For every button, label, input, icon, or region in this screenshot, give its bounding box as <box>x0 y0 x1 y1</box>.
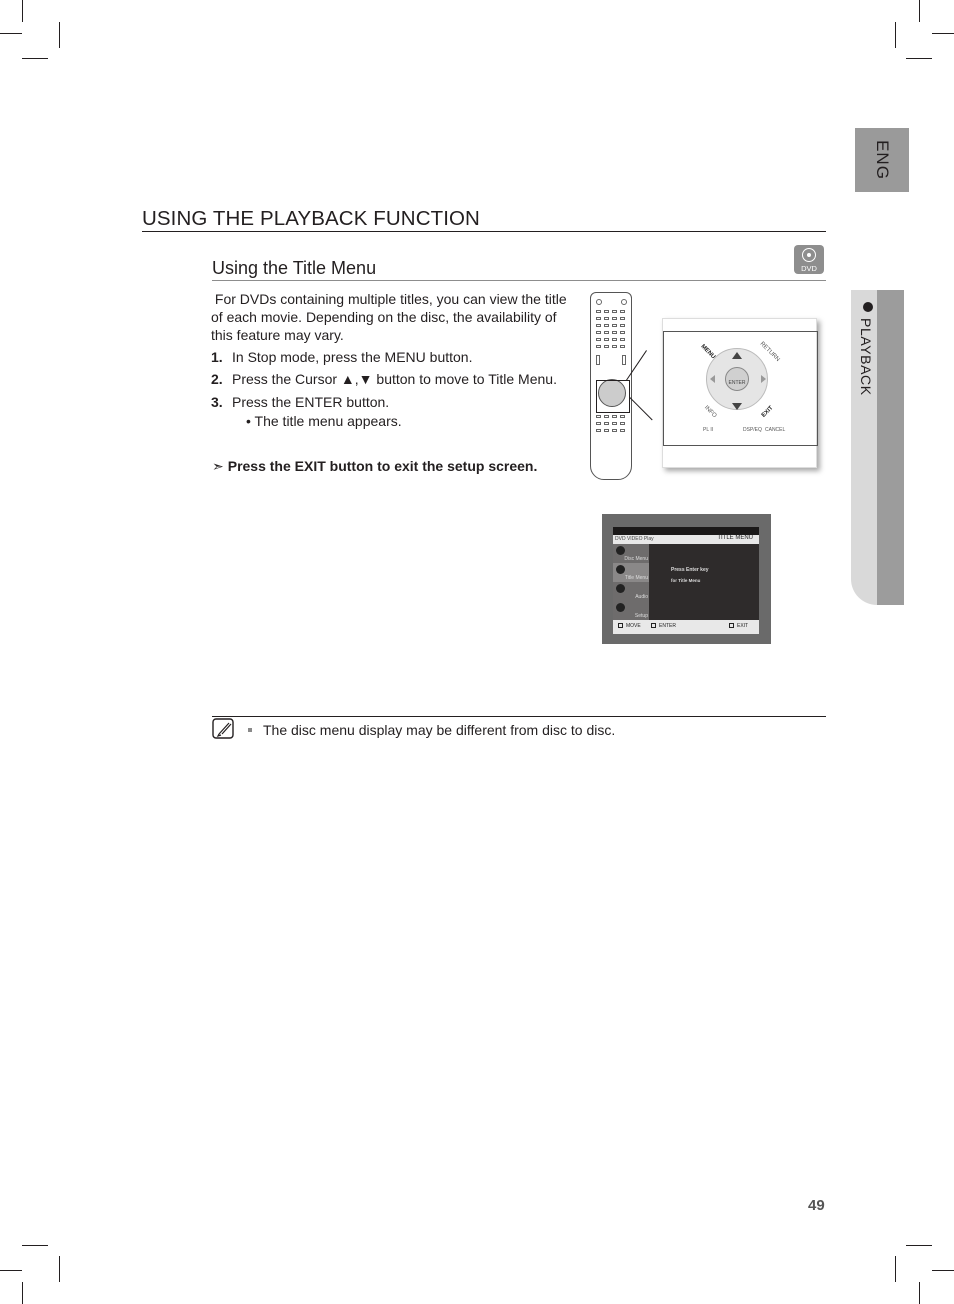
note-pencil-icon <box>212 718 236 740</box>
screen-message-sub: for Title Menu <box>671 578 701 583</box>
cursor-down-icon <box>732 403 742 410</box>
step-result: • The title menu appears. <box>246 413 402 429</box>
crop-mark <box>895 22 896 48</box>
menu-item-audio: Audio <box>613 582 649 601</box>
crop-mark <box>919 0 920 22</box>
disc-menu-icon <box>616 546 625 555</box>
crop-mark <box>0 33 22 34</box>
pl2-label: PL II <box>703 427 714 433</box>
section-label: PLAYBACK <box>858 318 874 396</box>
audio-icon <box>616 584 625 593</box>
power-icon <box>596 299 602 305</box>
exit-button-label: EXIT <box>760 405 775 419</box>
return-button-label: RETURN <box>758 341 781 363</box>
enter-button-icon: ENTER <box>725 367 749 391</box>
crop-mark <box>932 33 954 34</box>
screen-message: Press Enter key <box>671 567 709 573</box>
cursor-right-icon <box>761 375 766 383</box>
section-tab-stripe <box>877 290 904 605</box>
screen-display <box>613 527 759 634</box>
cursor-left-icon <box>710 375 715 383</box>
intro-paragraph: For DVDs containing multiple titles, you can view the title of each movie. Depending on the disc, the availability of this feature may vary. <box>211 291 567 343</box>
bullet-dot-icon <box>863 302 873 312</box>
page-title: USING THE PLAYBACK FUNCTION <box>142 207 480 230</box>
step-2: 2. Press the Cursor ▲,▼ button to move to Title Menu. <box>211 371 557 387</box>
screen-menu <box>613 544 649 620</box>
screen-header: DVD VIDEO Play TITLE MENU <box>613 535 759 544</box>
menu-item-disc-menu: Disc Menu <box>613 544 649 563</box>
move-icon <box>618 623 623 628</box>
crop-mark <box>22 1282 23 1304</box>
dvd-badge-label: DVD <box>801 264 817 273</box>
crop-mark <box>22 1245 48 1246</box>
remote-zoom-callout <box>662 318 817 468</box>
dsp-eq-label: DSP/EQ <box>743 427 762 433</box>
callout-connector <box>629 397 652 420</box>
crop-mark <box>932 1270 954 1271</box>
cancel-label: CANCEL <box>765 427 786 433</box>
language-label: ENG <box>873 140 892 180</box>
crop-mark <box>919 1282 920 1304</box>
step-3: 3. Press the ENTER button. <box>211 394 390 410</box>
navigation-pad-icon <box>598 379 626 407</box>
title-divider <box>142 231 826 232</box>
open-close-icon <box>621 299 627 305</box>
section-title: Using the Title Menu <box>212 258 377 278</box>
dvd-disc-icon <box>794 245 824 274</box>
highlight-box <box>596 412 630 413</box>
crop-mark <box>906 1245 932 1246</box>
highlight-box <box>596 380 597 412</box>
language-tab <box>855 128 909 192</box>
note-divider <box>212 716 826 717</box>
section-divider <box>212 280 826 281</box>
crop-mark <box>906 58 932 59</box>
title-menu-screen <box>602 514 771 644</box>
crop-mark <box>59 1256 60 1282</box>
highlight-box <box>629 380 630 412</box>
crop-mark <box>59 22 60 48</box>
tip-line: ➣ Press the EXIT button to exit the setup screen. <box>212 458 538 474</box>
menu-button-label: MENU <box>699 343 717 361</box>
crop-mark <box>895 1256 896 1282</box>
menu-item-title-menu: Title Menu <box>613 563 649 582</box>
crop-mark <box>22 58 48 59</box>
menu-item-setup: Setup <box>613 601 649 620</box>
arrow-icon: ➣ <box>212 458 224 474</box>
step-1: 1. In Stop mode, press the MENU button. <box>211 349 473 365</box>
note-text: The disc menu display may be different from disc to disc. <box>248 722 615 738</box>
enter-icon <box>651 623 656 628</box>
exit-icon <box>729 623 734 628</box>
crop-mark <box>22 0 23 22</box>
section-tab <box>858 298 877 408</box>
page-number: 49 <box>808 1197 825 1214</box>
crop-mark <box>0 1270 22 1271</box>
info-button-label: INFO <box>702 404 718 420</box>
disc-icon <box>802 248 816 262</box>
highlight-box <box>596 380 630 381</box>
square-bullet-icon <box>248 728 252 732</box>
cursor-up-icon <box>732 352 742 359</box>
screen-footer: MOVE ENTER EXIT <box>613 620 759 634</box>
setup-icon <box>616 603 625 612</box>
title-menu-icon <box>616 565 625 574</box>
